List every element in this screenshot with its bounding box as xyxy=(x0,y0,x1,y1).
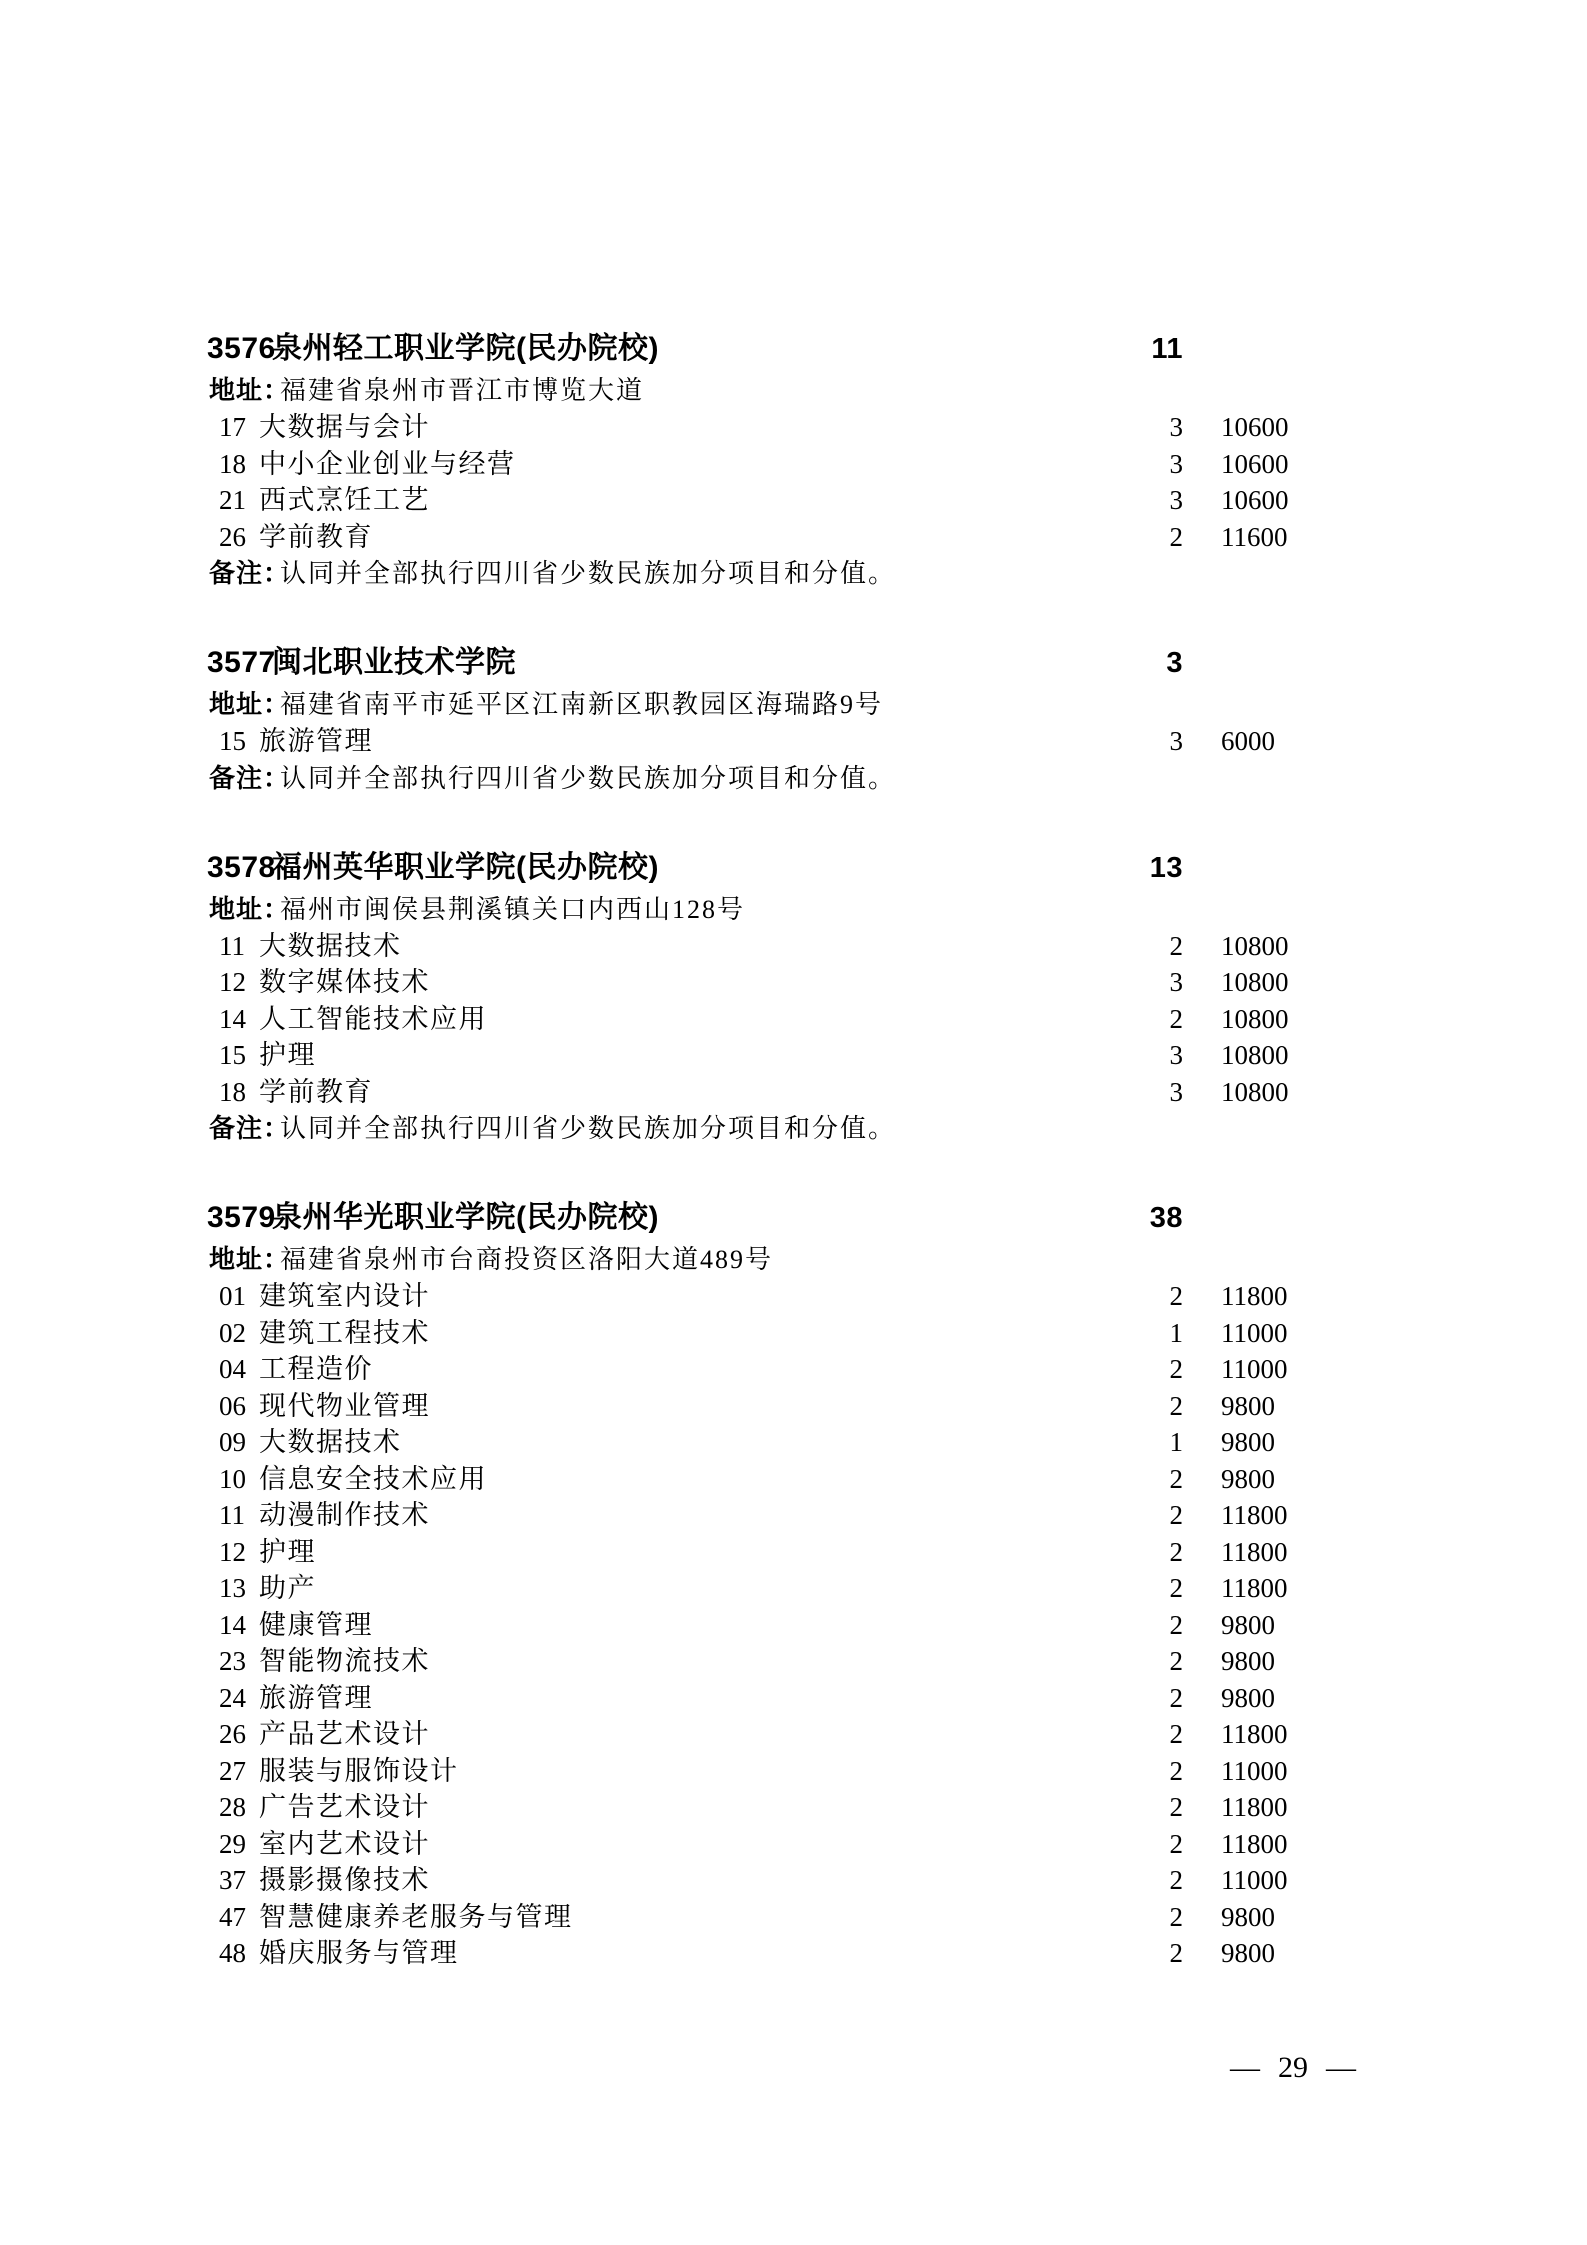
school-address-line xyxy=(0,894,1587,931)
major-code: 02 xyxy=(219,1317,246,1348)
major-code: 09 xyxy=(219,1427,246,1457)
major-fee: 11600 xyxy=(1221,521,1288,552)
major-row xyxy=(0,1938,1587,1975)
major-name: 建筑工程技术 xyxy=(259,1317,430,1348)
school-address: 福建省泉州市晋江市博览大道 xyxy=(280,376,645,405)
major-row xyxy=(0,1004,1587,1041)
major-row xyxy=(0,1756,1587,1793)
major-row xyxy=(0,1719,1587,1756)
major-code: 29 xyxy=(219,1828,246,1859)
major-plan-count: 3 xyxy=(1169,1076,1183,1107)
major-row xyxy=(0,412,1587,449)
major-code: 11 xyxy=(219,930,245,961)
major-code: 12 xyxy=(219,1536,246,1567)
major-plan-count: 2 xyxy=(1169,1828,1183,1859)
major-row xyxy=(0,1500,1587,1537)
major-plan-count: 3 xyxy=(1169,1040,1183,1070)
major-fee: 10600 xyxy=(1221,448,1289,479)
major-name: 旅游管理 xyxy=(259,1682,373,1713)
major-row xyxy=(0,1865,1587,1902)
major-plan-count: 2 xyxy=(1169,1390,1183,1421)
major-plan-count: 3 xyxy=(1169,485,1183,515)
major-plan-count: 3 xyxy=(1169,448,1183,479)
major-code: 28 xyxy=(219,1792,246,1822)
school-code: 3578 xyxy=(207,850,276,884)
school-name: 泉州华光职业学院(民办院校) xyxy=(272,1201,659,1234)
school-note-line xyxy=(0,1113,1587,1149)
major-name: 信息安全技术应用 xyxy=(259,1463,487,1494)
school-code: 3579 xyxy=(207,1201,276,1234)
major-code: 18 xyxy=(219,1076,246,1107)
major-plan-count: 2 xyxy=(1169,1463,1183,1494)
major-fee: 11800 xyxy=(1221,1500,1288,1530)
major-fee: 11000 xyxy=(1221,1317,1288,1348)
school-section xyxy=(0,1200,1587,1975)
school-section xyxy=(0,645,1587,799)
major-row xyxy=(0,1391,1587,1428)
major-row xyxy=(0,967,1587,1004)
major-code: 11 xyxy=(219,1500,245,1530)
footer-dash-right: — xyxy=(1326,2051,1356,2084)
major-row xyxy=(0,1318,1587,1355)
major-code: 14 xyxy=(219,1003,246,1034)
major-fee: 9800 xyxy=(1221,1901,1275,1932)
major-name: 大数据技术 xyxy=(259,1427,402,1457)
major-plan-count: 2 xyxy=(1169,1901,1183,1932)
major-name: 大数据与会计 xyxy=(259,412,430,442)
major-row xyxy=(0,1040,1587,1077)
major-name: 西式烹饪工艺 xyxy=(259,485,430,515)
school-address: 福建省泉州市台商投资区洛阳大道489号 xyxy=(280,1245,774,1274)
major-name: 护理 xyxy=(259,1040,316,1070)
major-name: 室内艺术设计 xyxy=(259,1828,430,1859)
major-code: 17 xyxy=(219,412,246,442)
school-code: 3576 xyxy=(207,332,276,365)
major-code: 06 xyxy=(219,1390,246,1421)
major-name: 数字媒体技术 xyxy=(259,967,430,997)
major-plan-count: 2 xyxy=(1169,1573,1183,1603)
major-row xyxy=(0,726,1587,763)
address-label: 地址： xyxy=(209,1244,291,1274)
major-plan-count: 1 xyxy=(1169,1427,1183,1457)
school-section xyxy=(0,850,1587,1150)
major-fee: 11800 xyxy=(1221,1792,1288,1822)
major-fee: 11000 xyxy=(1221,1354,1288,1384)
major-row xyxy=(0,1646,1587,1683)
major-row xyxy=(0,1464,1587,1501)
school-list xyxy=(0,331,1587,2026)
major-fee: 10800 xyxy=(1221,967,1289,997)
school-name: 闽北职业技术学院 xyxy=(272,646,516,679)
major-name: 旅游管理 xyxy=(259,726,373,756)
major-fee: 9800 xyxy=(1221,1427,1275,1457)
major-plan-count: 2 xyxy=(1169,1003,1183,1034)
school-header xyxy=(0,850,1587,894)
school-note: 认同并全部执行四川省少数民族加分项目和分值。 xyxy=(280,559,897,588)
major-plan-count: 2 xyxy=(1169,930,1183,961)
major-row xyxy=(0,1792,1587,1829)
major-row xyxy=(0,1683,1587,1720)
major-plan-count: 2 xyxy=(1169,1281,1183,1311)
major-plan-count: 3 xyxy=(1169,412,1183,442)
major-fee: 9800 xyxy=(1221,1609,1275,1640)
major-code: 23 xyxy=(219,1646,246,1676)
major-name: 摄影摄像技术 xyxy=(259,1865,430,1895)
major-code: 04 xyxy=(219,1354,246,1384)
major-code: 10 xyxy=(219,1463,246,1494)
major-name: 学前教育 xyxy=(259,1076,373,1107)
major-row xyxy=(0,485,1587,522)
school-address: 福建省南平市延平区江南新区职教园区海瑞路9号 xyxy=(280,690,884,719)
note-label: 备注： xyxy=(209,762,291,793)
major-plan-count: 2 xyxy=(1169,1938,1183,1968)
major-name: 健康管理 xyxy=(259,1609,373,1640)
major-name: 婚庆服务与管理 xyxy=(259,1938,459,1968)
major-code: 47 xyxy=(219,1901,246,1932)
school-address-line xyxy=(0,689,1587,726)
address-label: 地址： xyxy=(209,375,291,405)
note-label: 备注： xyxy=(209,558,291,588)
major-name: 建筑室内设计 xyxy=(259,1281,430,1311)
school-address: 福州市闽侯县荆溪镇关口内西山128号 xyxy=(280,894,746,924)
school-plan-total: 13 xyxy=(1149,851,1183,884)
major-code: 18 xyxy=(219,448,246,479)
major-name: 现代物业管理 xyxy=(259,1390,430,1421)
major-name: 智能物流技术 xyxy=(259,1646,430,1676)
major-name: 服装与服饰设计 xyxy=(259,1755,459,1786)
major-name: 中小企业创业与经营 xyxy=(259,448,516,479)
major-fee: 9800 xyxy=(1221,1646,1275,1676)
major-fee: 10800 xyxy=(1221,1040,1289,1070)
major-name: 助产 xyxy=(259,1573,316,1603)
major-code: 15 xyxy=(219,1040,246,1070)
major-plan-count: 2 xyxy=(1169,1792,1183,1822)
school-code: 3577 xyxy=(207,646,276,679)
major-row xyxy=(0,931,1587,968)
major-fee: 10800 xyxy=(1221,1076,1289,1107)
school-note: 认同并全部执行四川省少数民族加分项目和分值。 xyxy=(280,1114,897,1143)
school-header xyxy=(0,331,1587,375)
school-note-line xyxy=(0,558,1587,594)
school-plan-total: 38 xyxy=(1149,1202,1183,1234)
major-fee: 9800 xyxy=(1221,1463,1275,1494)
major-plan-count: 2 xyxy=(1169,1755,1183,1786)
school-note: 认同并全部执行四川省少数民族加分项目和分值。 xyxy=(280,763,897,793)
major-code: 27 xyxy=(219,1755,246,1786)
major-row xyxy=(0,1281,1587,1318)
major-row xyxy=(0,449,1587,486)
major-name: 产品艺术设计 xyxy=(259,1719,430,1749)
school-address-line xyxy=(0,1244,1587,1281)
major-row xyxy=(0,1354,1587,1391)
page-number: 29 xyxy=(1278,2051,1308,2084)
major-fee: 11800 xyxy=(1221,1281,1288,1311)
school-section xyxy=(0,331,1587,594)
major-name: 大数据技术 xyxy=(259,930,402,961)
major-name: 智慧健康养老服务与管理 xyxy=(259,1901,573,1932)
major-name: 广告艺术设计 xyxy=(259,1792,430,1822)
major-code: 12 xyxy=(219,967,246,997)
major-fee: 10800 xyxy=(1221,930,1289,961)
major-code: 15 xyxy=(219,726,246,756)
school-note-line xyxy=(0,763,1587,799)
major-row xyxy=(0,522,1587,559)
note-label: 备注： xyxy=(209,1113,291,1143)
major-fee: 9800 xyxy=(1221,1682,1275,1713)
major-row xyxy=(0,1573,1587,1610)
major-code: 24 xyxy=(219,1682,246,1713)
major-row xyxy=(0,1829,1587,1866)
major-code: 48 xyxy=(219,1938,246,1968)
school-header xyxy=(0,1200,1587,1244)
major-fee: 11800 xyxy=(1221,1536,1288,1567)
major-fee: 11000 xyxy=(1221,1755,1288,1786)
major-fee: 10600 xyxy=(1221,485,1289,515)
major-name: 工程造价 xyxy=(259,1354,373,1384)
school-header xyxy=(0,645,1587,689)
major-code: 13 xyxy=(219,1573,246,1603)
major-plan-count: 3 xyxy=(1169,726,1183,756)
school-name: 福州英华职业学院(民办院校) xyxy=(272,850,659,884)
major-fee: 11800 xyxy=(1221,1573,1288,1603)
major-name: 人工智能技术应用 xyxy=(259,1003,487,1034)
major-plan-count: 2 xyxy=(1169,1682,1183,1713)
major-row xyxy=(0,1610,1587,1647)
major-plan-count: 2 xyxy=(1169,1354,1183,1384)
major-row xyxy=(0,1077,1587,1114)
major-code: 14 xyxy=(219,1609,246,1640)
major-plan-count: 2 xyxy=(1169,1865,1183,1895)
major-code: 01 xyxy=(219,1281,246,1311)
major-fee: 10800 xyxy=(1221,1003,1289,1034)
major-plan-count: 3 xyxy=(1169,967,1183,997)
major-plan-count: 2 xyxy=(1169,1719,1183,1749)
major-fee: 9800 xyxy=(1221,1938,1275,1968)
major-fee: 9800 xyxy=(1221,1390,1275,1421)
major-fee: 11800 xyxy=(1221,1719,1288,1749)
major-code: 26 xyxy=(219,1719,246,1749)
address-label: 地址： xyxy=(209,893,291,924)
school-plan-total: 11 xyxy=(1151,333,1183,365)
footer-dash-left: — xyxy=(1230,2051,1260,2084)
major-plan-count: 2 xyxy=(1169,1609,1183,1640)
major-fee: 6000 xyxy=(1221,726,1275,756)
major-plan-count: 1 xyxy=(1169,1317,1183,1348)
school-name: 泉州轻工职业学院(民办院校) xyxy=(272,332,659,365)
major-name: 护理 xyxy=(259,1536,316,1567)
school-plan-total: 3 xyxy=(1166,647,1183,679)
major-code: 26 xyxy=(219,521,246,552)
address-label: 地址： xyxy=(209,689,291,719)
major-code: 21 xyxy=(219,485,246,515)
major-row xyxy=(0,1427,1587,1464)
major-plan-count: 2 xyxy=(1169,521,1183,552)
major-row xyxy=(0,1902,1587,1939)
major-plan-count: 2 xyxy=(1169,1646,1183,1676)
major-fee: 11800 xyxy=(1221,1828,1288,1859)
page-footer xyxy=(1230,2050,1356,2086)
school-address-line xyxy=(0,375,1587,412)
major-row xyxy=(0,1537,1587,1574)
major-fee: 11000 xyxy=(1221,1865,1288,1895)
major-plan-count: 2 xyxy=(1169,1500,1183,1530)
major-code: 37 xyxy=(219,1865,246,1895)
major-name: 学前教育 xyxy=(259,521,373,552)
major-fee: 10600 xyxy=(1221,412,1289,442)
major-name: 动漫制作技术 xyxy=(259,1500,430,1530)
major-plan-count: 2 xyxy=(1169,1536,1183,1567)
